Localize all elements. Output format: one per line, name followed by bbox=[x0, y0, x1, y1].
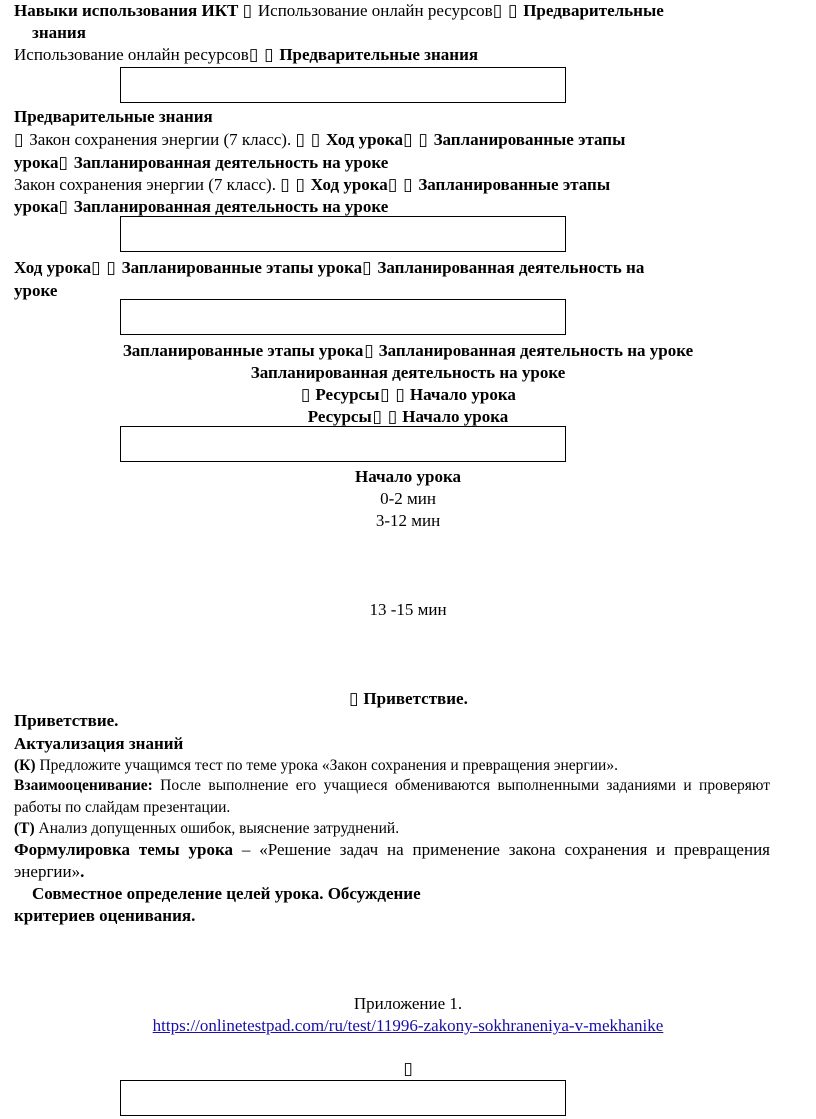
t-instruction: (Т) Анализ допущенных ошибок, выяснение затруднений. bbox=[14, 820, 400, 837]
planned-line-3: ▯ Ресурсы▯ ▯ Начало урока bbox=[300, 385, 516, 404]
appendix-title: Приложение 1. bbox=[353, 994, 463, 1013]
actualization-title: Актуализация знаний bbox=[14, 734, 184, 753]
peer-assessment: Взаимооценивание: После выполнение его учащиеся обмениваются выполненными заданиями и проверяют работы по слайдам презентации. bbox=[14, 777, 770, 816]
image-placeholder-5 bbox=[120, 1080, 566, 1116]
image-placeholder-4 bbox=[120, 426, 566, 462]
greeting-center: ▯ Приветствие. bbox=[348, 689, 468, 708]
goals-line-2: критериев оценивания. bbox=[14, 906, 196, 925]
prior-title: Предварительные знания bbox=[14, 107, 213, 126]
image-placeholder-2 bbox=[120, 216, 566, 252]
timing-2: 3-12 мин bbox=[375, 511, 441, 530]
header-line-3: Использование онлайн ресурсов▯ ▯ Предварительные знания bbox=[14, 45, 479, 64]
prior-line-1: ▯ Закон сохранения энергии (7 класс). ▯ ▯ Ход урока▯ ▯ Запланированные этапы bbox=[14, 130, 626, 149]
header-line-1: Навыки использования ИКТ ▯ Использование онлайн ресурсов▯ ▯ Предварительные bbox=[14, 1, 664, 20]
timing-1: 0-2 мин bbox=[380, 489, 436, 508]
timing-title: Начало урока bbox=[354, 467, 462, 486]
image-placeholder-1 bbox=[120, 67, 566, 103]
topic-formulation: Формулировка темы урока – «Решение задач на применение закона сохранения и превращения энергии». bbox=[14, 840, 770, 881]
course-line-2: уроке bbox=[14, 281, 58, 300]
planned-line-1: Запланированные этапы урока▯ Запланированная деятельность на уроке bbox=[122, 341, 694, 360]
timing-3: 13 -15 мин bbox=[369, 600, 447, 619]
appendix-link-line bbox=[0, 1015, 816, 1037]
planned-line-4: Ресурсы▯ ▯ Начало урока bbox=[307, 407, 509, 426]
goals-line-1: Совместное определение целей урока. Обсуждение bbox=[32, 884, 421, 903]
prior-line-2: урока▯ Запланированная деятельность на уроке bbox=[14, 153, 389, 172]
header-line-2: знания bbox=[32, 23, 86, 42]
k-instruction: (К) Предложите учащимся тест по теме урока «Закон сохранения и превращения энергии». bbox=[14, 757, 618, 774]
missing-glyph-icon: ▯ bbox=[403, 1059, 413, 1078]
prior-line-3: Закон сохранения энергии (7 класс). ▯ ▯ Ход урока▯ ▯ Запланированные этапы bbox=[14, 175, 611, 194]
greeting: Приветствие. bbox=[14, 711, 119, 730]
prior-line-4: урока▯ Запланированная деятельность на уроке bbox=[14, 197, 389, 216]
appendix-link[interactable]: https://onlinetestpad.com/ru/test/11996-zakony-sokhraneniya-v-mekhanike bbox=[152, 1016, 664, 1035]
course-line-1: Ход урока▯ ▯ Запланированные этапы урока▯ Запланированная деятельность на bbox=[14, 258, 645, 277]
planned-line-2: Запланированная деятельность на уроке bbox=[250, 363, 566, 382]
image-placeholder-3 bbox=[120, 299, 566, 335]
